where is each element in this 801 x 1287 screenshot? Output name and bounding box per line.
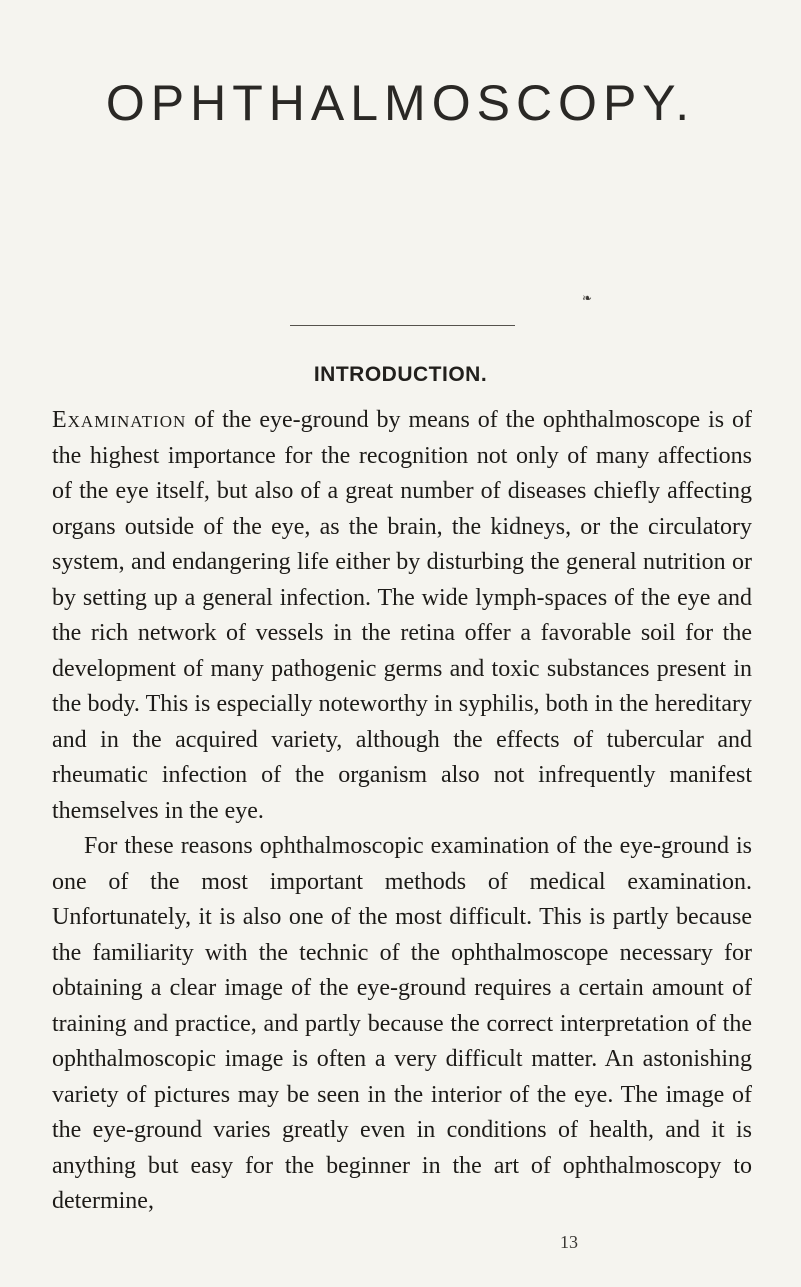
title-divider: [290, 325, 515, 326]
paragraph-1-text: of the eye-ground by means of the ophthalmoscope is of the highest importance for the recognition not only of many affections of the eye itself, but also of a great number of diseases chiefly affecting organs outside of the eye, as the brain, the kidneys, or the circulatory system, and endangering life either by disturbing the general nutrition or by setting up a general infection. The wide lymph-spaces of the eye and the rich network of vessels in the retina offer a favorable soil for the development of many pathogenic germs and toxic substances present in the body. This is especially noteworthy in syphilis, both in the hereditary and in the acquired variety, although the effects of tubercular and rheumatic infection of the organism also not infrequently manifest themselves in the eye.: [52, 407, 752, 824]
paragraph-2: For these reasons ophthalmoscopic examination of the eye-ground is one of the most important methods of medical examination. Unfortunately, it is also one of the most difficult. This is partly because the familiarity with the technic of the ophthalmoscope necessary for obtaining a clear image of the eye-ground requires a certain amount of training and practice, and partly because the correct interpretation of the ophthalmoscopic image is often a very difficult matter. An astonishing variety of pictures may be seen in the interior of the eye. The image of the eye-ground varies greatly even in conditions of health, and it is anything but easy for the beginner in the art of ophthalmoscopy to determine,: [52, 833, 752, 1214]
body-text: [52, 403, 752, 1220]
page-number: 13: [560, 1232, 578, 1252]
ornament-icon: ❧: [582, 291, 593, 305]
page-title: OPHTHALMOSCOPY.: [105, 75, 696, 131]
paragraph-lead-word: Examination: [52, 407, 187, 433]
paragraph-1: [52, 403, 752, 829]
section-heading: INTRODUCTION.: [313, 363, 488, 386]
